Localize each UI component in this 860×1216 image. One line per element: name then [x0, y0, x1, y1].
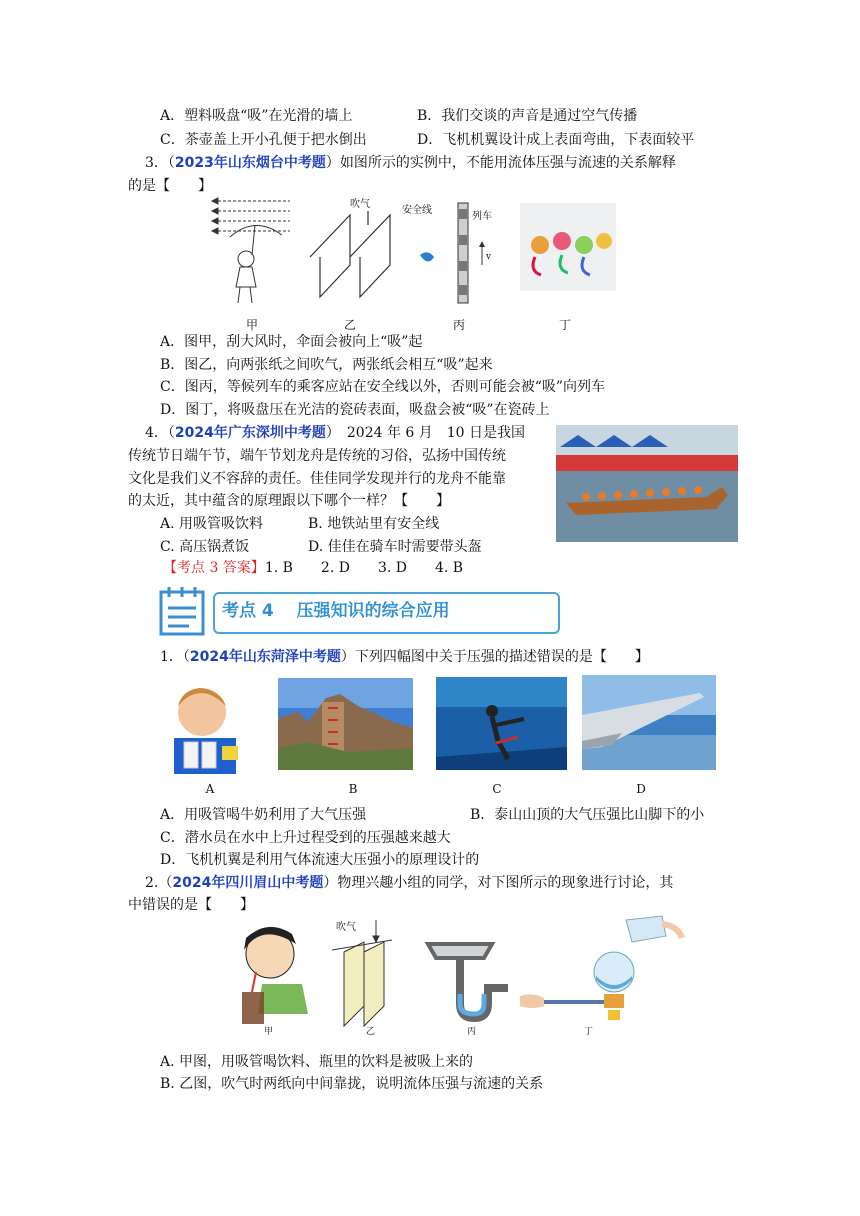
- q4-option-d: D. 佳佳在骑车时需要带头盔: [308, 539, 482, 555]
- q3-option-d: D．图丁，将吸盘压在光洁的瓷砖表面，吸盘会被“吸”在瓷砖上: [160, 402, 550, 418]
- p1-option-d: D．飞机机翼是利用气体流速大压强小的原理设计的: [160, 852, 480, 868]
- flask-illustration: [520, 916, 682, 1020]
- notepad-icon: [159, 586, 207, 636]
- airplane-wing-photo: [582, 675, 716, 770]
- q3-source: 2023年山东烟台中考题: [174, 155, 326, 171]
- answer-values: 1. B 2. D 3. D 4. B: [264, 560, 464, 576]
- train-platform-illustration: [402, 203, 492, 303]
- p1-option-a: A．用吸管喝牛奶利用了大气压强: [160, 807, 367, 823]
- q4-option-b: B. 地铁站里有安全线: [308, 516, 440, 532]
- two-papers-illustration: [310, 197, 390, 297]
- p1-option-b: B．泰山山顶的大气压强比山脚下的小: [470, 807, 705, 823]
- p1-fig-label-c: C: [492, 782, 502, 796]
- diver-photo: [436, 677, 567, 770]
- q3-figure: [210, 195, 620, 310]
- q4-stem-2: 传统节日端午节，端午节划龙舟是传统的习俗，弘扬中国传统: [128, 448, 506, 464]
- q4-option-c: C. 高压锅煮饭: [160, 539, 250, 555]
- answer-label: 【考点 3 答案】: [163, 560, 265, 576]
- q4-stem: 4．（2024年广东深圳中考题） 2024 年 6 月 10 日是我国: [145, 425, 526, 441]
- svg-text:吹气: 吹气: [350, 199, 370, 210]
- q3-fig-label-yi: 乙: [343, 318, 356, 332]
- boy-straw-illustration: [242, 927, 308, 1024]
- q3-option-b: B．图乙，向两张纸之间吹气，两张纸会相互“吸”起来: [160, 357, 493, 373]
- answer-line: [163, 558, 463, 578]
- q4-stem-3: 文化是我们义不容辞的责任。佳佳同学发现并行的龙舟不能靠: [128, 471, 506, 487]
- section-title: 考点 4 压强知识的综合应用: [222, 601, 450, 621]
- svg-text:安全线: 安全线: [402, 205, 432, 216]
- p1-fig-label-d: D: [636, 782, 646, 796]
- p1-option-c: C．潜水员在水中上升过程受到的压强越来越大: [160, 830, 451, 846]
- papers-blow-illustration: [332, 920, 392, 1026]
- q3-fig-label-bing: 丙: [452, 318, 465, 332]
- p1-fig-label-a: A: [205, 782, 215, 796]
- q3-option-a: A．图甲，刮大风时，伞面会被向上“吸”起: [160, 334, 423, 350]
- q4-option-a: A. 用吸管吸饮料: [160, 516, 264, 532]
- svg-text:吹气: 吹气: [336, 922, 356, 933]
- umbrella-kid-illustration: [212, 198, 290, 303]
- dragon-boat-photo: [556, 425, 738, 542]
- q3-stem: 3．（2023年山东烟台中考题）如图所示的实例中，不能用流体压强与流速的关系解释: [145, 155, 676, 171]
- p2-fig-label-bing: 丙: [467, 1027, 477, 1036]
- mount-tai-photo: [278, 678, 413, 770]
- suction-hooks-photo: [520, 203, 616, 291]
- option-d: D．飞机机翼设计成上表面弯曲，下表面较平: [417, 132, 695, 148]
- svg-text:列车: 列车: [472, 211, 492, 222]
- option-c: C．茶壶盖上开小孔便于把水倒出: [160, 132, 367, 148]
- option-a: A．塑料吸盘“吸”在光滑的墙上: [160, 108, 353, 124]
- p2-option-a: A. 甲图，用吸管喝饮料、瓶里的饮料是被吸上来的: [160, 1054, 474, 1070]
- p1-stem: 1．（2024年山东菏泽中考题）下列四幅图中关于压强的描述错误的是【 】: [160, 649, 649, 665]
- p2-fig-label-jia: 甲: [264, 1027, 274, 1036]
- p2-option-b: B. 乙图，吹气时两纸向中间靠拢，说明流体压强与流速的关系: [160, 1076, 544, 1092]
- p2-stem: 2.（2024年四川眉山中考题）物理兴趣小组的同学，对下图所示的现象进行讨论，其: [145, 875, 674, 891]
- q4-source: 2024年广东深圳中考题: [174, 425, 326, 441]
- p1-fig-label-b: B: [348, 782, 358, 796]
- svg-text:v: v: [486, 252, 492, 262]
- q3-option-c: C．图丙，等候列车的乘客应站在安全线以外，否则可能会被“吸”向列车: [160, 379, 606, 395]
- p2-figure: [232, 914, 692, 1036]
- p2-source: 2024年四川眉山中考题: [172, 875, 324, 891]
- q3-stem-cont: 的是【 】: [128, 178, 212, 194]
- q4-stem-4: 的太近，其中蕴含的原理跟以下哪个一样？【 】: [128, 493, 450, 509]
- q3-fig-label-jia: 甲: [245, 318, 258, 332]
- child-milk-photo: [160, 676, 250, 774]
- p2-fig-label-yi: 乙: [366, 1027, 376, 1036]
- p2-fig-label-ding: 丁: [584, 1027, 594, 1036]
- q3-fig-label-ding: 丁: [558, 318, 571, 332]
- sink-trap-illustration: [428, 944, 508, 1018]
- p1-source: 2024年山东菏泽中考题: [189, 649, 341, 665]
- p2-stem-cont: 中错误的是【 】: [128, 897, 254, 913]
- option-b: B．我们交谈的声音是通过空气传播: [417, 108, 638, 124]
